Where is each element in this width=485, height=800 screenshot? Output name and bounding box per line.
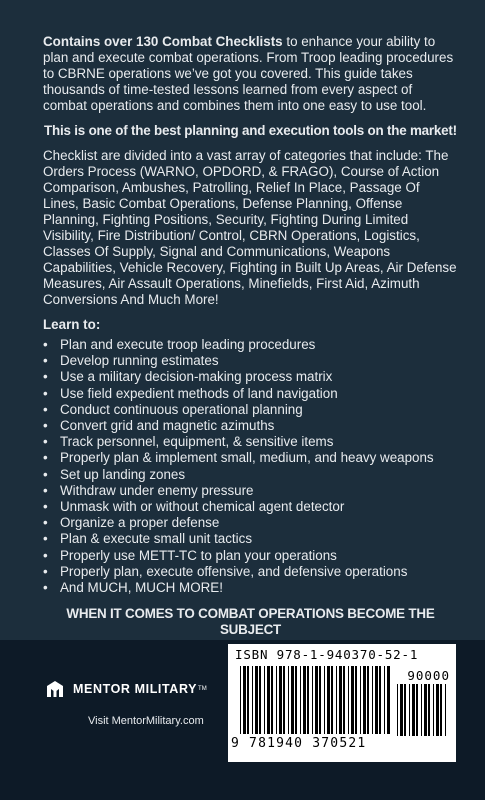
barcode-bar [433, 684, 434, 736]
barcode-bar [404, 684, 406, 736]
learn-item: • Properly plan, execute offensive, and defensive operations [43, 564, 458, 580]
website-link: Visit MentorMilitary.com [88, 715, 204, 727]
barcode-bar [264, 666, 265, 734]
barcode-bar [291, 666, 294, 734]
learn-item: • Develop running estimates [43, 353, 458, 369]
barcode-bar [247, 666, 249, 734]
intro-paragraph [43, 34, 458, 114]
barcode-bar [283, 666, 285, 734]
barcode-bar [276, 666, 277, 734]
learn-item: • Convert grid and magnetic azimuths [43, 418, 458, 434]
barcode-bar [360, 666, 361, 734]
learn-item: • Organize a proper defense [43, 515, 458, 531]
barcode-bar [400, 684, 403, 736]
barcode-bar [300, 666, 301, 734]
publisher-name: MENTOR MILITARY [73, 682, 198, 696]
barcode-bar [367, 666, 369, 734]
barcode-bar [303, 666, 306, 734]
barcode-bar [363, 666, 366, 734]
learn-item: • Use field expedient methods of land navigation [43, 386, 458, 402]
barcode-bar [355, 666, 357, 734]
learn-item: • Use a military decision-making process matrix [43, 369, 458, 385]
trademark-mark: TM [198, 686, 207, 692]
barcode-bar [240, 666, 241, 734]
cta-line-1: WHEN IT COMES TO COMBAT OPERATIONS BECOME THE SUBJECT [66, 606, 435, 638]
isbn-number: ISBN 978-1-940370-52-1 [235, 647, 419, 662]
ean-digits: 9 781940 370521 [231, 736, 367, 751]
barcode-bar [397, 684, 398, 736]
back-cover-text [43, 34, 458, 654]
publisher-logo [45, 678, 207, 700]
barcode-bar [379, 666, 381, 734]
learn-item: • Properly plan & implement small, medium, and heavy weapons [43, 450, 458, 466]
barcode-bar [319, 666, 321, 734]
learn-item: • Properly use METT-TC to plan your operations [43, 548, 458, 564]
addon-bars [397, 684, 449, 736]
barcode-bar [375, 666, 378, 734]
learn-item: • Track personnel, equipment, & sensitive items [43, 434, 458, 450]
footer-band [0, 640, 485, 800]
barcode-bar [351, 666, 354, 734]
price-code: 90000 [407, 668, 450, 683]
barcode-bar [331, 666, 333, 734]
barcode-bar [424, 684, 427, 736]
intro-body: to enhance your ability to plan and execute combat operations. From Troop leading procedures to CBRNE operations we’ve got you covered. This guide takes thousands of time-tested lessons learned from every aspect of combat operations and combines them into one easy to use tool. [43, 34, 454, 113]
highlight-statement: This is one of the best planning and execution tools on the market! [44, 123, 457, 138]
barcode-bar [324, 666, 325, 734]
barcode-bar [436, 684, 439, 736]
barcode-bar [267, 666, 270, 734]
barcode-bar [412, 684, 415, 736]
barcode-bar [312, 666, 313, 734]
barcode-bar [327, 666, 330, 734]
barcode-bar [343, 666, 345, 734]
isbn-barcode [228, 644, 456, 762]
barcode-bar [315, 666, 318, 734]
barcode-bar [271, 666, 273, 734]
barcode-bar [255, 666, 258, 734]
barcode-bar [279, 666, 282, 734]
barcode-bar [295, 666, 297, 734]
barcode-bar [336, 666, 337, 734]
barcode-bar [339, 666, 342, 734]
categories-paragraph: Checklist are divided into a vast array of categories that include: The Orders Process (WARNO, OPDORD, & FRAGO), Course of Action Comparison, Ambushes, Patrolling, Relief In Place, Passage Of Lines, Basic Combat Operations, Defense Planning, Offense Planning, Fighting Positions, Security, Fighting During Limited Visibility, Fire Distribution/ Control, CBRN Operations, Logistics, Classes Of Supply, Signal and Communications, Weapons Capabilities, Vehicle Recovery, Fighting in Built Up Areas, Air Defense Measures, Air Assault Operations, Minefields, First Aid, Azimuth Conversions And Much More! [43, 148, 457, 307]
barcode-bar [307, 666, 309, 734]
intro-lead: Contains over 130 Combat Checklists [43, 34, 283, 49]
barcode-bar [384, 666, 385, 734]
barcode-bar [348, 666, 349, 734]
barcode-bar [409, 684, 410, 736]
barcode-bar [445, 684, 446, 736]
learn-item: • Set up landing zones [43, 467, 458, 483]
barcode-bar [421, 684, 422, 736]
learn-item: • Plan and execute troop leading procedures [43, 337, 458, 353]
barcode-bar [252, 666, 253, 734]
barcode-bar [428, 684, 430, 736]
learn-item: • Withdraw under enemy pressure [43, 483, 458, 499]
barcode-bar [259, 666, 261, 734]
learn-item: • Conduct continuous operational planning [43, 402, 458, 418]
barcode-bar [243, 666, 246, 734]
barcode-bar [288, 666, 289, 734]
learn-item: • Unmask with or without chemical agent detector [43, 499, 458, 515]
barcode-bar [372, 666, 373, 734]
ean-bars [240, 666, 390, 734]
learn-item: • Plan & execute small unit tactics [43, 531, 458, 547]
barcode-bar [440, 684, 442, 736]
barcode-bar [387, 666, 390, 734]
learn-title: Learn to: [43, 317, 101, 332]
barcode-bar [416, 684, 418, 736]
learn-item: • And MUCH, MUCH MORE! [43, 580, 458, 596]
helmet-logo-icon [45, 679, 65, 699]
learn-list [43, 337, 458, 596]
